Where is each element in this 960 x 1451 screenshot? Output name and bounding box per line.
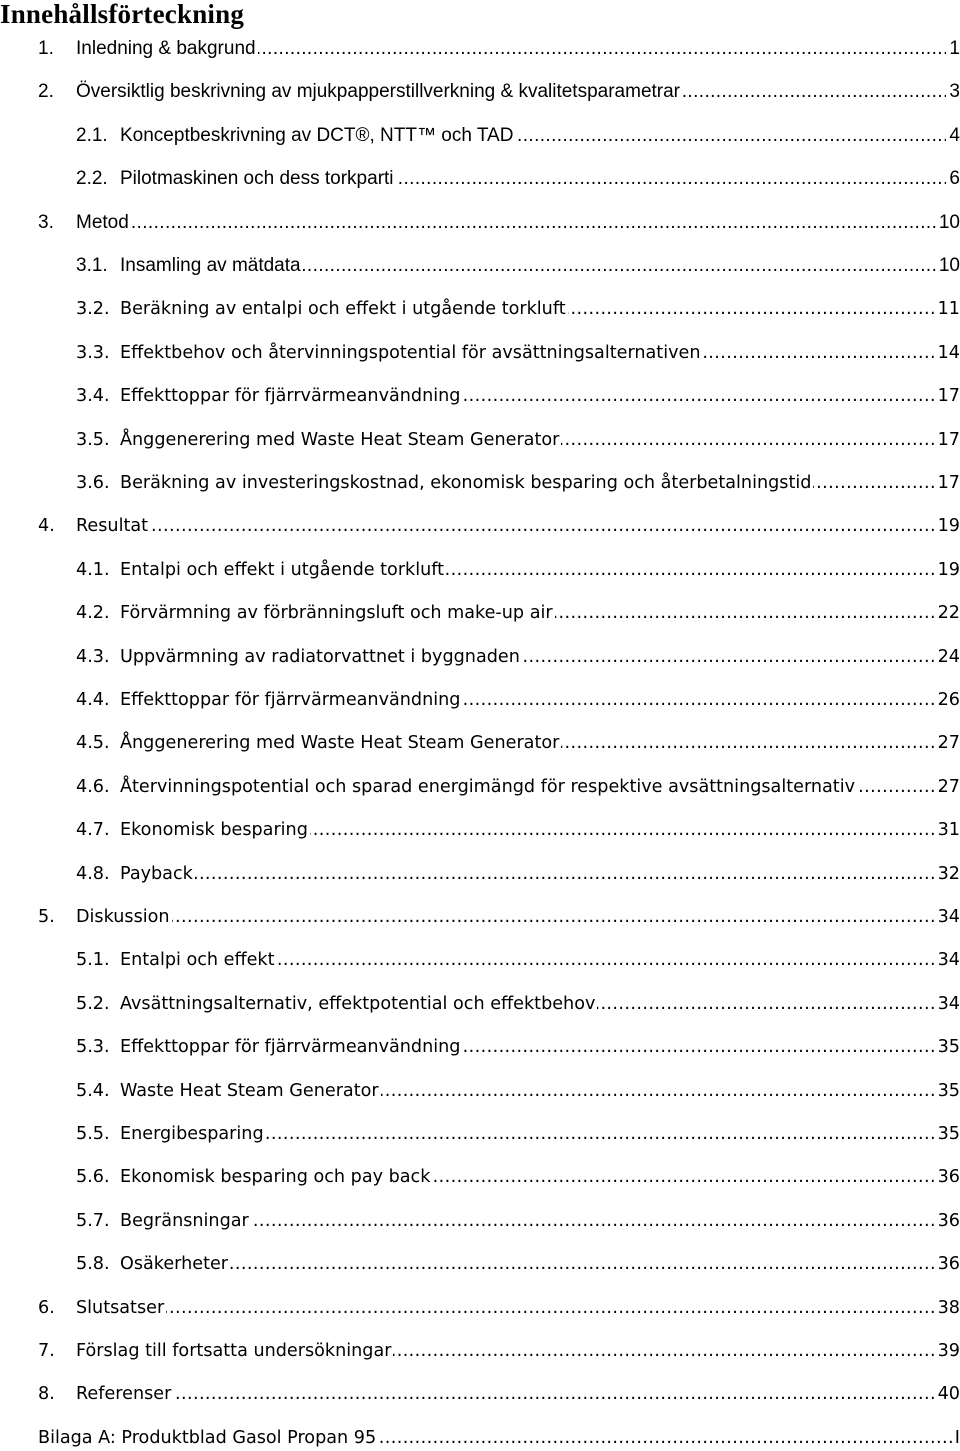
toc-entry[interactable] bbox=[0, 383, 960, 409]
toc-entry-number: 1. bbox=[38, 38, 54, 59]
toc-entry-title: Osäkerheter bbox=[120, 1251, 230, 1277]
toc-entry[interactable] bbox=[0, 774, 960, 800]
toc-entry-title: Ånggenerering med Waste Heat Steam Generator bbox=[120, 730, 561, 756]
toc-entry-number: 8. bbox=[38, 1384, 55, 1405]
toc-dot-leader bbox=[76, 904, 960, 930]
page-title: Innehållsförteckning bbox=[0, 0, 245, 29]
toc-entry-title: Effekttoppar för fjärrvärmeanvändning bbox=[120, 383, 462, 409]
toc-entry-page: 36 bbox=[935, 1251, 960, 1277]
toc-entry[interactable] bbox=[0, 644, 960, 670]
toc-entry-title: Uppvärmning av radiatorvattnet i byggnaden bbox=[120, 644, 522, 670]
toc-entry-title: Beräkning av entalpi och effekt i utgående torkluft bbox=[120, 296, 568, 322]
toc-entry-number: 4.7. bbox=[76, 820, 110, 841]
toc-entry-number: 3.4. bbox=[76, 386, 110, 407]
toc-entry[interactable] bbox=[0, 253, 960, 279]
toc-entry-title: Payback bbox=[120, 861, 195, 887]
toc-entry-number: 5.2. bbox=[76, 993, 110, 1014]
toc-entry[interactable] bbox=[0, 79, 960, 105]
toc-entry-title: Begränsningar bbox=[120, 1208, 251, 1234]
toc-entry-page: 19 bbox=[935, 557, 960, 583]
toc-entry-title: Entalpi och effekt bbox=[120, 947, 277, 973]
toc-entry[interactable] bbox=[0, 557, 960, 583]
toc-entry-title: Bilaga A: Produktblad Gasol Propan 95 bbox=[38, 1425, 378, 1451]
toc-dot-leader bbox=[76, 1295, 960, 1321]
toc-entry-title: Pilotmaskinen och dess torkparti bbox=[120, 166, 396, 192]
toc-entry-title: Waste Heat Steam Generator bbox=[120, 1078, 381, 1104]
toc-entry-page: 34 bbox=[935, 991, 960, 1017]
toc-entry-page: 19 bbox=[935, 513, 960, 539]
toc-entry-number: 5.6. bbox=[76, 1167, 110, 1188]
toc-entry-page: 34 bbox=[935, 947, 960, 973]
toc-entry-title: Beräkning av investeringskostnad, ekonomisk besparing och återbetalningstid bbox=[120, 470, 813, 496]
toc-entry-page: 39 bbox=[935, 1338, 960, 1364]
toc-entry[interactable] bbox=[0, 123, 960, 149]
toc-entry-page: 14 bbox=[935, 340, 960, 366]
toc-entry-number: 3.5. bbox=[76, 429, 110, 450]
toc-entry-title: Diskussion bbox=[76, 904, 172, 930]
toc-entry-page: 35 bbox=[935, 1121, 960, 1147]
toc-entry-number: 5.1. bbox=[76, 950, 110, 971]
toc-entry-page: 40 bbox=[935, 1381, 960, 1407]
toc-entry-title: Ekonomisk besparing och pay back bbox=[120, 1164, 432, 1190]
toc-entry[interactable] bbox=[0, 1078, 960, 1104]
toc-entry-number: 5. bbox=[38, 907, 55, 927]
toc-entry-title: Insamling av mätdata bbox=[120, 253, 303, 279]
toc-entry-title: Energibesparing bbox=[120, 1121, 266, 1147]
toc-entry-title: Avsättningsalternativ, effektpotential och effektbehov bbox=[120, 991, 597, 1017]
toc-entry[interactable] bbox=[0, 1121, 960, 1147]
toc-dot-leader bbox=[76, 513, 960, 539]
toc-entry-page: 32 bbox=[935, 861, 960, 887]
toc-entry-title: Metod bbox=[76, 210, 131, 236]
toc-entry[interactable] bbox=[0, 1251, 960, 1277]
toc-entry-number: 2.2. bbox=[76, 168, 108, 190]
toc-entry[interactable] bbox=[0, 1164, 960, 1190]
toc-entry[interactable] bbox=[0, 1338, 960, 1364]
toc-dot-leader bbox=[76, 210, 960, 236]
toc-entry-page: 27 bbox=[935, 730, 960, 756]
toc-entry-number: 4.5. bbox=[76, 733, 110, 754]
toc-entry-title: Ånggenerering med Waste Heat Steam Generator bbox=[120, 427, 561, 453]
toc-entry-title: Inledning & bakgrund bbox=[76, 36, 258, 62]
toc-entry[interactable] bbox=[0, 1208, 960, 1234]
toc-entry-title: Återvinningspotential och sparad energimängd för respektive avsättningsalternativ bbox=[120, 774, 857, 800]
toc-dot-leader bbox=[76, 1381, 960, 1407]
toc-entry[interactable] bbox=[0, 36, 960, 62]
toc-entry-title: Referenser bbox=[76, 1381, 173, 1407]
toc-entry[interactable] bbox=[0, 513, 960, 539]
toc-entry-number: 2. bbox=[38, 81, 54, 103]
toc-entry-page: 11 bbox=[935, 296, 960, 322]
toc-entry[interactable] bbox=[0, 687, 960, 713]
toc-entry-number: 4. bbox=[38, 516, 55, 537]
toc-entry-page: 36 bbox=[935, 1208, 960, 1234]
toc-entry[interactable] bbox=[0, 340, 960, 366]
toc-entry[interactable] bbox=[0, 600, 960, 626]
toc-entry[interactable] bbox=[0, 904, 960, 930]
toc-entry-number: 4.2. bbox=[76, 603, 110, 624]
toc-entry-number: 3.1. bbox=[76, 255, 108, 276]
toc-entry-page: I bbox=[952, 1425, 960, 1451]
toc-entry-page: 22 bbox=[935, 600, 960, 626]
toc-entry[interactable] bbox=[0, 427, 960, 453]
toc-entry-title: Entalpi och effekt i utgående torkluft bbox=[120, 557, 446, 583]
toc-entry-number: 2.1. bbox=[76, 124, 108, 146]
toc-entry[interactable] bbox=[0, 861, 960, 887]
toc-entry-title: Slutsatser bbox=[76, 1295, 166, 1321]
toc-entry-number: 5.8. bbox=[76, 1254, 110, 1275]
toc-entry-number: 4.1. bbox=[76, 559, 110, 580]
toc-entry[interactable] bbox=[0, 1381, 960, 1407]
toc-entry-page: 34 bbox=[935, 904, 960, 930]
toc-entry-title: Resultat bbox=[76, 513, 150, 539]
toc-entry-number: 3. bbox=[38, 211, 54, 233]
toc-entry[interactable] bbox=[0, 817, 960, 843]
toc-entry-page: 10 bbox=[936, 210, 960, 236]
toc-entry-page: 27 bbox=[935, 774, 960, 800]
toc-entry-page: 26 bbox=[935, 687, 960, 713]
toc-entry-page: 10 bbox=[936, 253, 960, 279]
toc-entry-page: 6 bbox=[946, 166, 960, 192]
toc-entry-page: 35 bbox=[935, 1034, 960, 1060]
toc-entry-number: 5.4. bbox=[76, 1080, 110, 1101]
toc-entry-number: 5.3. bbox=[76, 1037, 110, 1058]
toc-dot-leader bbox=[120, 861, 960, 887]
toc-entry[interactable] bbox=[0, 210, 960, 236]
toc-entry-page: 3 bbox=[946, 79, 960, 105]
toc-entry-number: 5.5. bbox=[76, 1124, 110, 1144]
toc-entry[interactable] bbox=[0, 1425, 960, 1451]
toc-entry-number: 3.6. bbox=[76, 473, 110, 493]
toc-entry[interactable] bbox=[0, 166, 960, 192]
toc-entry-title: Förvärmning av förbränningsluft och make-up air bbox=[120, 600, 555, 626]
toc-entry-title: Ekonomisk besparing bbox=[120, 817, 310, 843]
toc-entry-number: 3.3. bbox=[76, 342, 110, 363]
toc-entry-number: 6. bbox=[38, 1297, 55, 1318]
toc-entry-page: 38 bbox=[935, 1295, 960, 1321]
toc-entry-title: Översiktlig beskrivning av mjukpapperstillverkning & kvalitetsparametrar bbox=[76, 79, 682, 105]
toc-entry-number: 4.8. bbox=[76, 863, 110, 884]
toc-entry-title: Effekttoppar för fjärrvärmeanvändning bbox=[120, 687, 462, 713]
toc-entry-number: 5.7. bbox=[76, 1210, 110, 1231]
toc-entry-page: 1 bbox=[946, 36, 960, 62]
toc-entry[interactable] bbox=[0, 947, 960, 973]
toc-entry-title: Förslag till fortsatta undersökningar bbox=[76, 1338, 393, 1364]
toc-entry-number: 4.3. bbox=[76, 646, 110, 667]
toc-entry[interactable] bbox=[0, 991, 960, 1017]
toc-entry-number: 3.2. bbox=[76, 299, 110, 320]
toc-entry-page: 24 bbox=[935, 644, 960, 670]
toc-entry-number: 7. bbox=[38, 1341, 55, 1361]
toc-entry[interactable] bbox=[0, 1034, 960, 1060]
toc-entry-page: 36 bbox=[935, 1164, 960, 1190]
toc-entry-page: 17 bbox=[935, 427, 960, 453]
toc-entry-number: 4.4. bbox=[76, 690, 110, 710]
toc-entry-page: 4 bbox=[946, 123, 960, 149]
toc-entry[interactable] bbox=[0, 296, 960, 322]
toc-entry[interactable] bbox=[0, 470, 960, 496]
toc-entry-page: 17 bbox=[935, 470, 960, 496]
toc-entry-title: Effekttoppar för fjärrvärmeanvändning bbox=[120, 1034, 462, 1060]
toc-entry[interactable] bbox=[0, 730, 960, 756]
toc-entry-title: Effektbehov och återvinningspotential för avsättningsalternativen bbox=[120, 340, 702, 366]
toc-entry[interactable] bbox=[0, 1295, 960, 1321]
toc-entry-page: 35 bbox=[935, 1078, 960, 1104]
toc-entry-page: 17 bbox=[935, 383, 960, 409]
toc-entry-page: 31 bbox=[935, 817, 960, 843]
toc-dot-leader bbox=[120, 1251, 960, 1277]
toc-entry-title: Konceptbeskrivning av DCT®, NTT™ och TAD bbox=[120, 123, 515, 149]
toc-entry-number: 4.6. bbox=[76, 776, 110, 797]
